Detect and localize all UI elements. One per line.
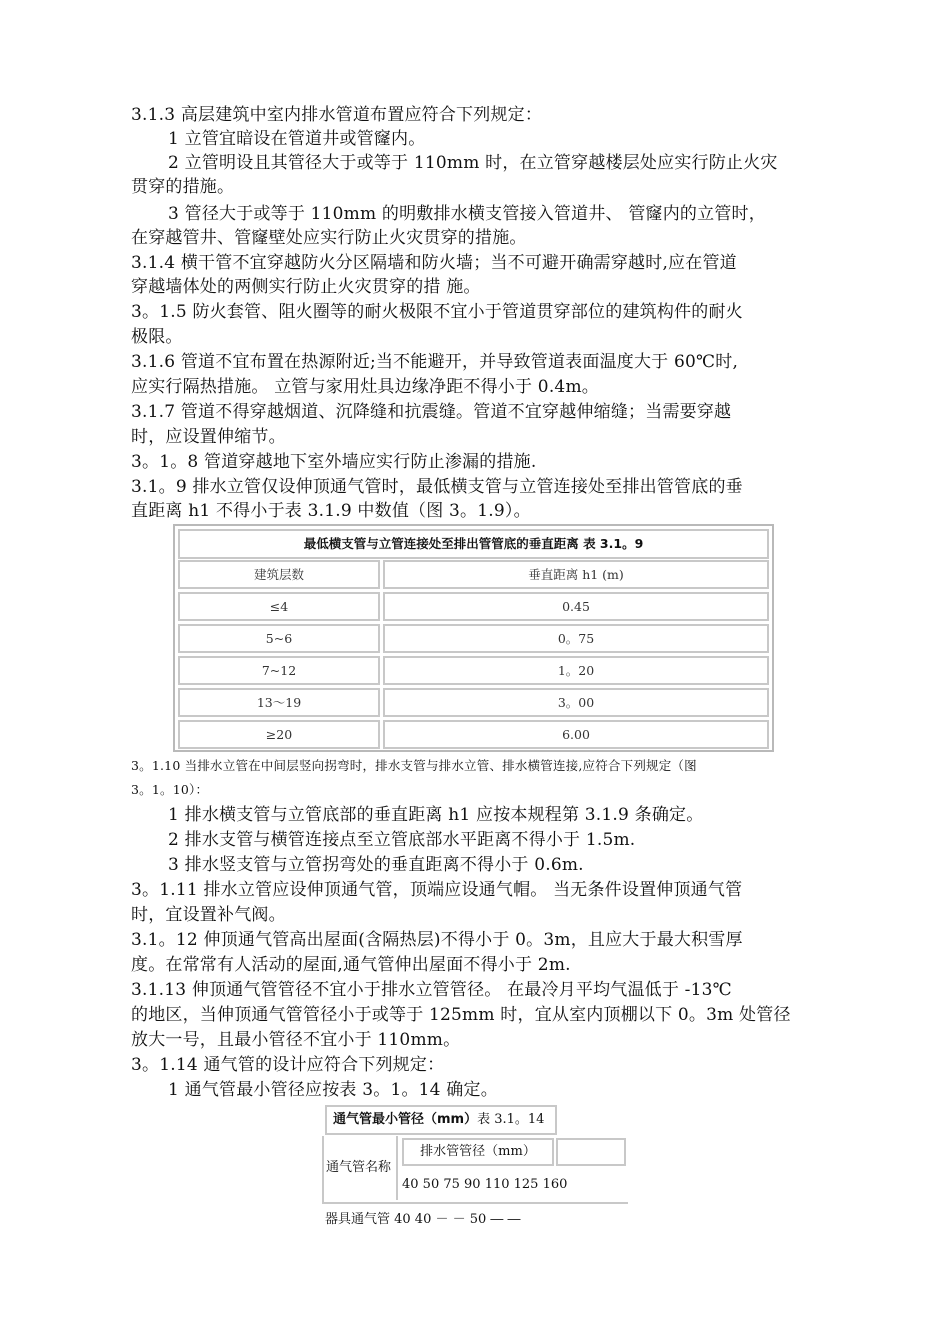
table-cell: 3。00	[383, 688, 769, 717]
table-cell: 1。20	[383, 656, 769, 685]
clause-item: 1 立管宜暗设在管道井或管窿内。	[168, 129, 426, 149]
clause-3-1-8: 3。1。8 管道穿越地下室外墙应实行防止渗漏的措施.	[131, 452, 537, 472]
table-row	[178, 720, 769, 749]
clause-text: 放大一号，且最小管径不宜小于 110mm。	[131, 1030, 461, 1050]
clause-3-1-11: 3。1.11 排水立管应设伸顶通气管，顶端应设通气帽。 当无条件设置伸顶通气管	[131, 880, 743, 900]
table-3-1-14-caption	[325, 1105, 557, 1135]
clause-3-1-3: 3.1.3 高层建筑中室内排水管道布置应符合下列规定：	[131, 105, 543, 125]
table-name-column: 通气管名称	[326, 1136, 398, 1200]
table-values-row: 40 50 75 90 110 125 160	[402, 1177, 568, 1192]
table-row	[178, 624, 769, 653]
table-caption: 最低横支管与立管连接处至排出管管底的垂直距离 表 3.1。9	[178, 529, 769, 559]
clause-text: 贯穿的措施。	[131, 177, 235, 197]
clause-3-1-10: 3。1.10 当排水立管在中间层竖向拐弯时，排水支管与排水立管、排水横管连接,应符合下列规定（图	[131, 758, 697, 773]
clause-3-1-4: 3.1.4 横干管不宜穿越防火分区隔墙和防火墙；当不可避开确需穿越时,应在管道	[131, 253, 737, 273]
clause-item: 1 排水横支管与立管底部的垂直距离 h1 应按本规程第 3.1.9 条确定。	[168, 805, 704, 825]
clause-3-1-7: 3.1.7 管道不得穿越烟道、沉降缝和抗震缝。管道不宜穿越伸缩缝；当需要穿越	[131, 402, 732, 422]
table-header-cell: 垂直距离 h1 (m)	[383, 560, 769, 589]
table-empty-cell	[556, 1138, 626, 1166]
clause-item: 3 排水竖支管与立管拐弯处的垂直距离不得小于 0.6m.	[168, 855, 584, 875]
clause-3-1-9: 3.1。9 排水立管仅设伸顶通气管时，最低横支管与立管连接处至排出管管底的垂	[131, 477, 743, 497]
clause-3-1-6: 3.1.6 管道不宜布置在热源附近;当不能避开，并导致管道表面温度大于 60℃时,	[131, 352, 739, 372]
table-header-row	[178, 560, 769, 589]
clause-text: 时，宜设置补气阀。	[131, 905, 286, 925]
table-row	[178, 656, 769, 685]
table-3-1-9	[173, 524, 774, 752]
table-cell: ≤4	[178, 592, 380, 621]
table-cell: 6.00	[383, 720, 769, 749]
table-caption-bold: 通气管最小管径（mm）	[333, 1112, 478, 1127]
clause-text: 直距离 h1 不得小于表 3.1.9 中数值（图 3。1.9）。	[131, 501, 531, 521]
clause-3-1-12: 3.1。12 伸顶通气管高出屋面(含隔热层)不得小于 0。3m，且应大于最大积雪厚	[131, 930, 743, 950]
table-header-cell: 建筑层数	[178, 560, 380, 589]
clause-item: 1 通气管最小管径应按表 3。1。14 确定。	[168, 1080, 498, 1100]
clause-text: 在穿越管井、管窿壁处应实行防止火灾贯穿的措施。	[131, 228, 527, 248]
table-cell: 7~12	[178, 656, 380, 685]
table-header-cell: 排水管管径（mm）	[402, 1138, 554, 1166]
clause-text: 应实行隔热措施。 立管与家用灶具边缘净距不得小于 0.4m。	[131, 377, 599, 397]
clause-text: 3。1。10）：	[131, 782, 209, 797]
clause-item: 2 排水支管与横管连接点至立管底部水平距离不得小于 1.5m.	[168, 830, 636, 850]
table-caption-number: 表 3.1。14	[477, 1112, 545, 1127]
clause-item: 2 立管明设且其管径大于或等于 110mm 时，在立管穿越楼层处应实行防止火灾	[168, 153, 778, 173]
clause-text: 时，应设置伸缩节。	[131, 427, 286, 447]
table-row	[178, 688, 769, 717]
table-cell: 5~6	[178, 624, 380, 653]
table-footer-row: 器具通气管 40 40 － － 50 ― ―	[325, 1212, 521, 1227]
clause-text: 度。在常常有人活动的屋面,通气管伸出屋面不得小于 2m.	[131, 955, 571, 975]
table-cell: ≥20	[178, 720, 380, 749]
clause-text: 穿越墙体处的两侧实行防止火灾贯穿的措 施。	[131, 277, 481, 297]
clause-text: 的地区，当伸顶通气管管径小于或等于 125mm 时，宜从室内顶棚以下 0。3m 处管径	[131, 1005, 791, 1025]
clause-3-1-13: 3.1.13 伸顶通气管管径不宜小于排水立管管径。 在最冷月平均气温低于 -13℃	[131, 980, 732, 1000]
table-cell: 13～19	[178, 688, 380, 717]
table-cell: 0.45	[383, 592, 769, 621]
clause-3-1-14: 3。1.14 通气管的设计应符合下列规定：	[131, 1055, 445, 1075]
clause-3-1-5: 3。1.5 防火套管、阻火圈等的耐火极限不宜小于管道贯穿部位的建筑构件的耐火	[131, 302, 743, 322]
clause-text: 极限。	[131, 327, 183, 347]
table-row	[178, 592, 769, 621]
table-cell: 0。75	[383, 624, 769, 653]
clause-item: 3 管径大于或等于 110mm 的明敷排水横支管接入管道井、 管窿内的立管时，	[168, 204, 766, 224]
